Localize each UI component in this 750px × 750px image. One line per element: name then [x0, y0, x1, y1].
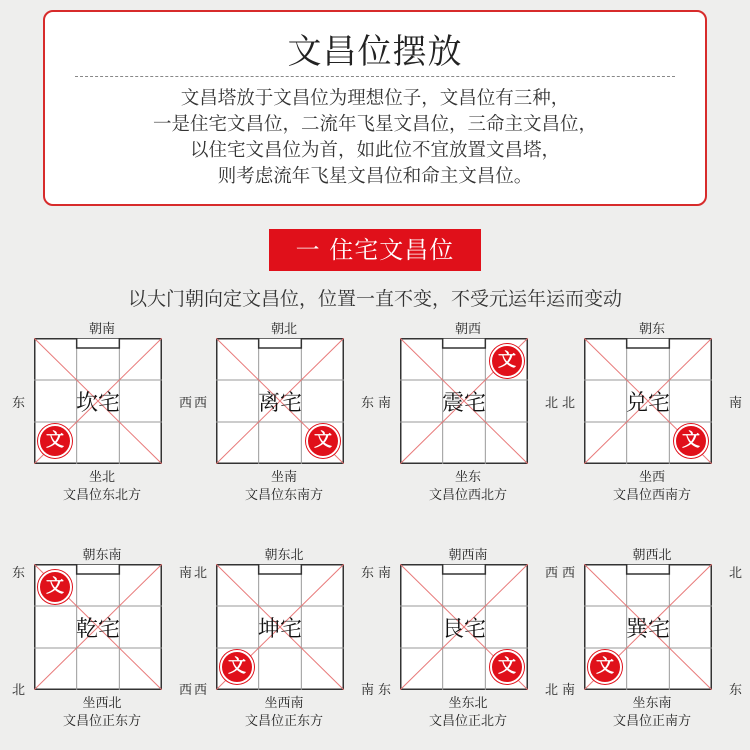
intro-line: 以住宅文昌位为首，如此位不宜放置文昌塔，: [189, 140, 560, 161]
right-direction-label: 北: [544, 396, 558, 411]
sitting-label: 坐东北: [448, 696, 488, 711]
facing-label: 朝东南: [82, 548, 122, 563]
section-subtitle: 以大门朝向定文昌位，位置一直不变，不受元运年运而变动: [127, 288, 622, 310]
wenchang-marker: 文: [490, 650, 524, 684]
bottom-left-direction-label: 东: [378, 683, 392, 698]
sitting-label: 坐南: [270, 470, 297, 485]
left-direction-label: 东: [12, 396, 26, 411]
wenchang-marker: 文: [674, 424, 708, 458]
facing-label: 朝西南: [448, 548, 488, 563]
section-banner: 一 住宅文昌位: [269, 229, 481, 271]
right-direction-label: 西: [178, 396, 192, 411]
left-direction-label: 南: [378, 396, 392, 411]
wenchang-direction-caption: 文昌位正北方: [428, 714, 507, 729]
facing-label: 朝南: [88, 322, 115, 337]
house-name: 巽宅: [625, 616, 670, 642]
wenchang-direction-caption: 文昌位东南方: [244, 488, 323, 503]
sitting-label: 坐东: [454, 470, 481, 485]
top-right-direction-label: 南: [178, 566, 192, 581]
wenchang-direction-caption: 文昌位正东方: [62, 714, 141, 729]
house-diagram: [562, 544, 742, 729]
house-diagram: [562, 318, 742, 503]
bottom-left-direction-label: 南: [562, 683, 576, 698]
house-name: 兑宅: [625, 390, 670, 416]
sitting-label: 坐东南: [632, 696, 672, 711]
wenchang-marker: 文: [38, 424, 72, 458]
house-diagram: [378, 318, 558, 503]
top-left-direction-label: 东: [12, 566, 26, 581]
sitting-label: 坐北: [88, 470, 115, 485]
facing-label: 朝东北: [264, 548, 304, 563]
top-right-direction-label: 北: [728, 566, 742, 581]
right-direction-label: 东: [360, 396, 374, 411]
wenchang-marker: 文: [38, 570, 72, 604]
house-diagram: [12, 318, 192, 503]
top-left-direction-label: 西: [562, 566, 576, 581]
bottom-right-direction-label: 东: [728, 683, 742, 698]
sitting-label: 坐西: [638, 470, 665, 485]
wenchang-direction-caption: 文昌位西南方: [612, 488, 691, 503]
page-title: 文昌位摆放: [287, 32, 463, 72]
wenchang-direction-caption: 文昌位西北方: [428, 488, 507, 503]
wenchang-direction-caption: 文昌位正南方: [612, 714, 691, 729]
sitting-label: 坐西北: [82, 696, 122, 711]
house-name: 坤宅: [257, 616, 302, 642]
bottom-right-direction-label: 南: [360, 683, 374, 698]
house-name: 乾宅: [75, 616, 120, 642]
house-name: 艮宅: [441, 616, 486, 642]
top-right-direction-label: 东: [360, 566, 374, 581]
wenchang-marker: 文: [490, 344, 524, 378]
wenchang-marker: 文: [306, 424, 340, 458]
wenchang-marker: 文: [588, 650, 622, 684]
facing-label: 朝东: [638, 322, 665, 337]
top-left-direction-label: 南: [378, 566, 392, 581]
intro-text: [45, 86, 705, 190]
intro-line: 文昌塔放于文昌位为理想位子，文昌位有三种，: [180, 88, 570, 109]
left-direction-label: 北: [562, 396, 576, 411]
top-left-direction-label: 北: [194, 566, 208, 581]
intro-panel: [43, 10, 707, 206]
left-direction-label: 西: [194, 396, 208, 411]
house-diagram: [194, 318, 374, 503]
house-diagram: [194, 544, 374, 729]
bottom-right-direction-label: 西: [178, 683, 192, 698]
bottom-left-direction-label: 北: [12, 683, 26, 698]
right-direction-label: 南: [728, 396, 742, 411]
intro-line: 一是住宅文昌位，二流年飞星文昌位，三命主文昌位，: [152, 114, 597, 135]
wenchang-direction-caption: 文昌位东北方: [62, 488, 141, 503]
wenchang-direction-caption: 文昌位正东方: [244, 714, 323, 729]
house-name: 离宅: [257, 390, 302, 416]
intro-line: 则考虑流年飞星文昌位和命主文昌位。: [217, 166, 533, 187]
title-divider: [75, 76, 675, 77]
house-diagram: [12, 544, 192, 729]
facing-label: 朝西: [454, 322, 481, 337]
house-name: 震宅: [441, 390, 486, 416]
bottom-right-direction-label: 北: [544, 683, 558, 698]
house-diagram: [378, 544, 558, 729]
facing-label: 朝西北: [632, 548, 672, 563]
wenchang-marker: 文: [220, 650, 254, 684]
facing-label: 朝北: [270, 322, 297, 337]
bottom-left-direction-label: 西: [194, 683, 208, 698]
house-name: 坎宅: [75, 390, 120, 416]
top-right-direction-label: 西: [544, 566, 558, 581]
sitting-label: 坐西南: [264, 696, 304, 711]
